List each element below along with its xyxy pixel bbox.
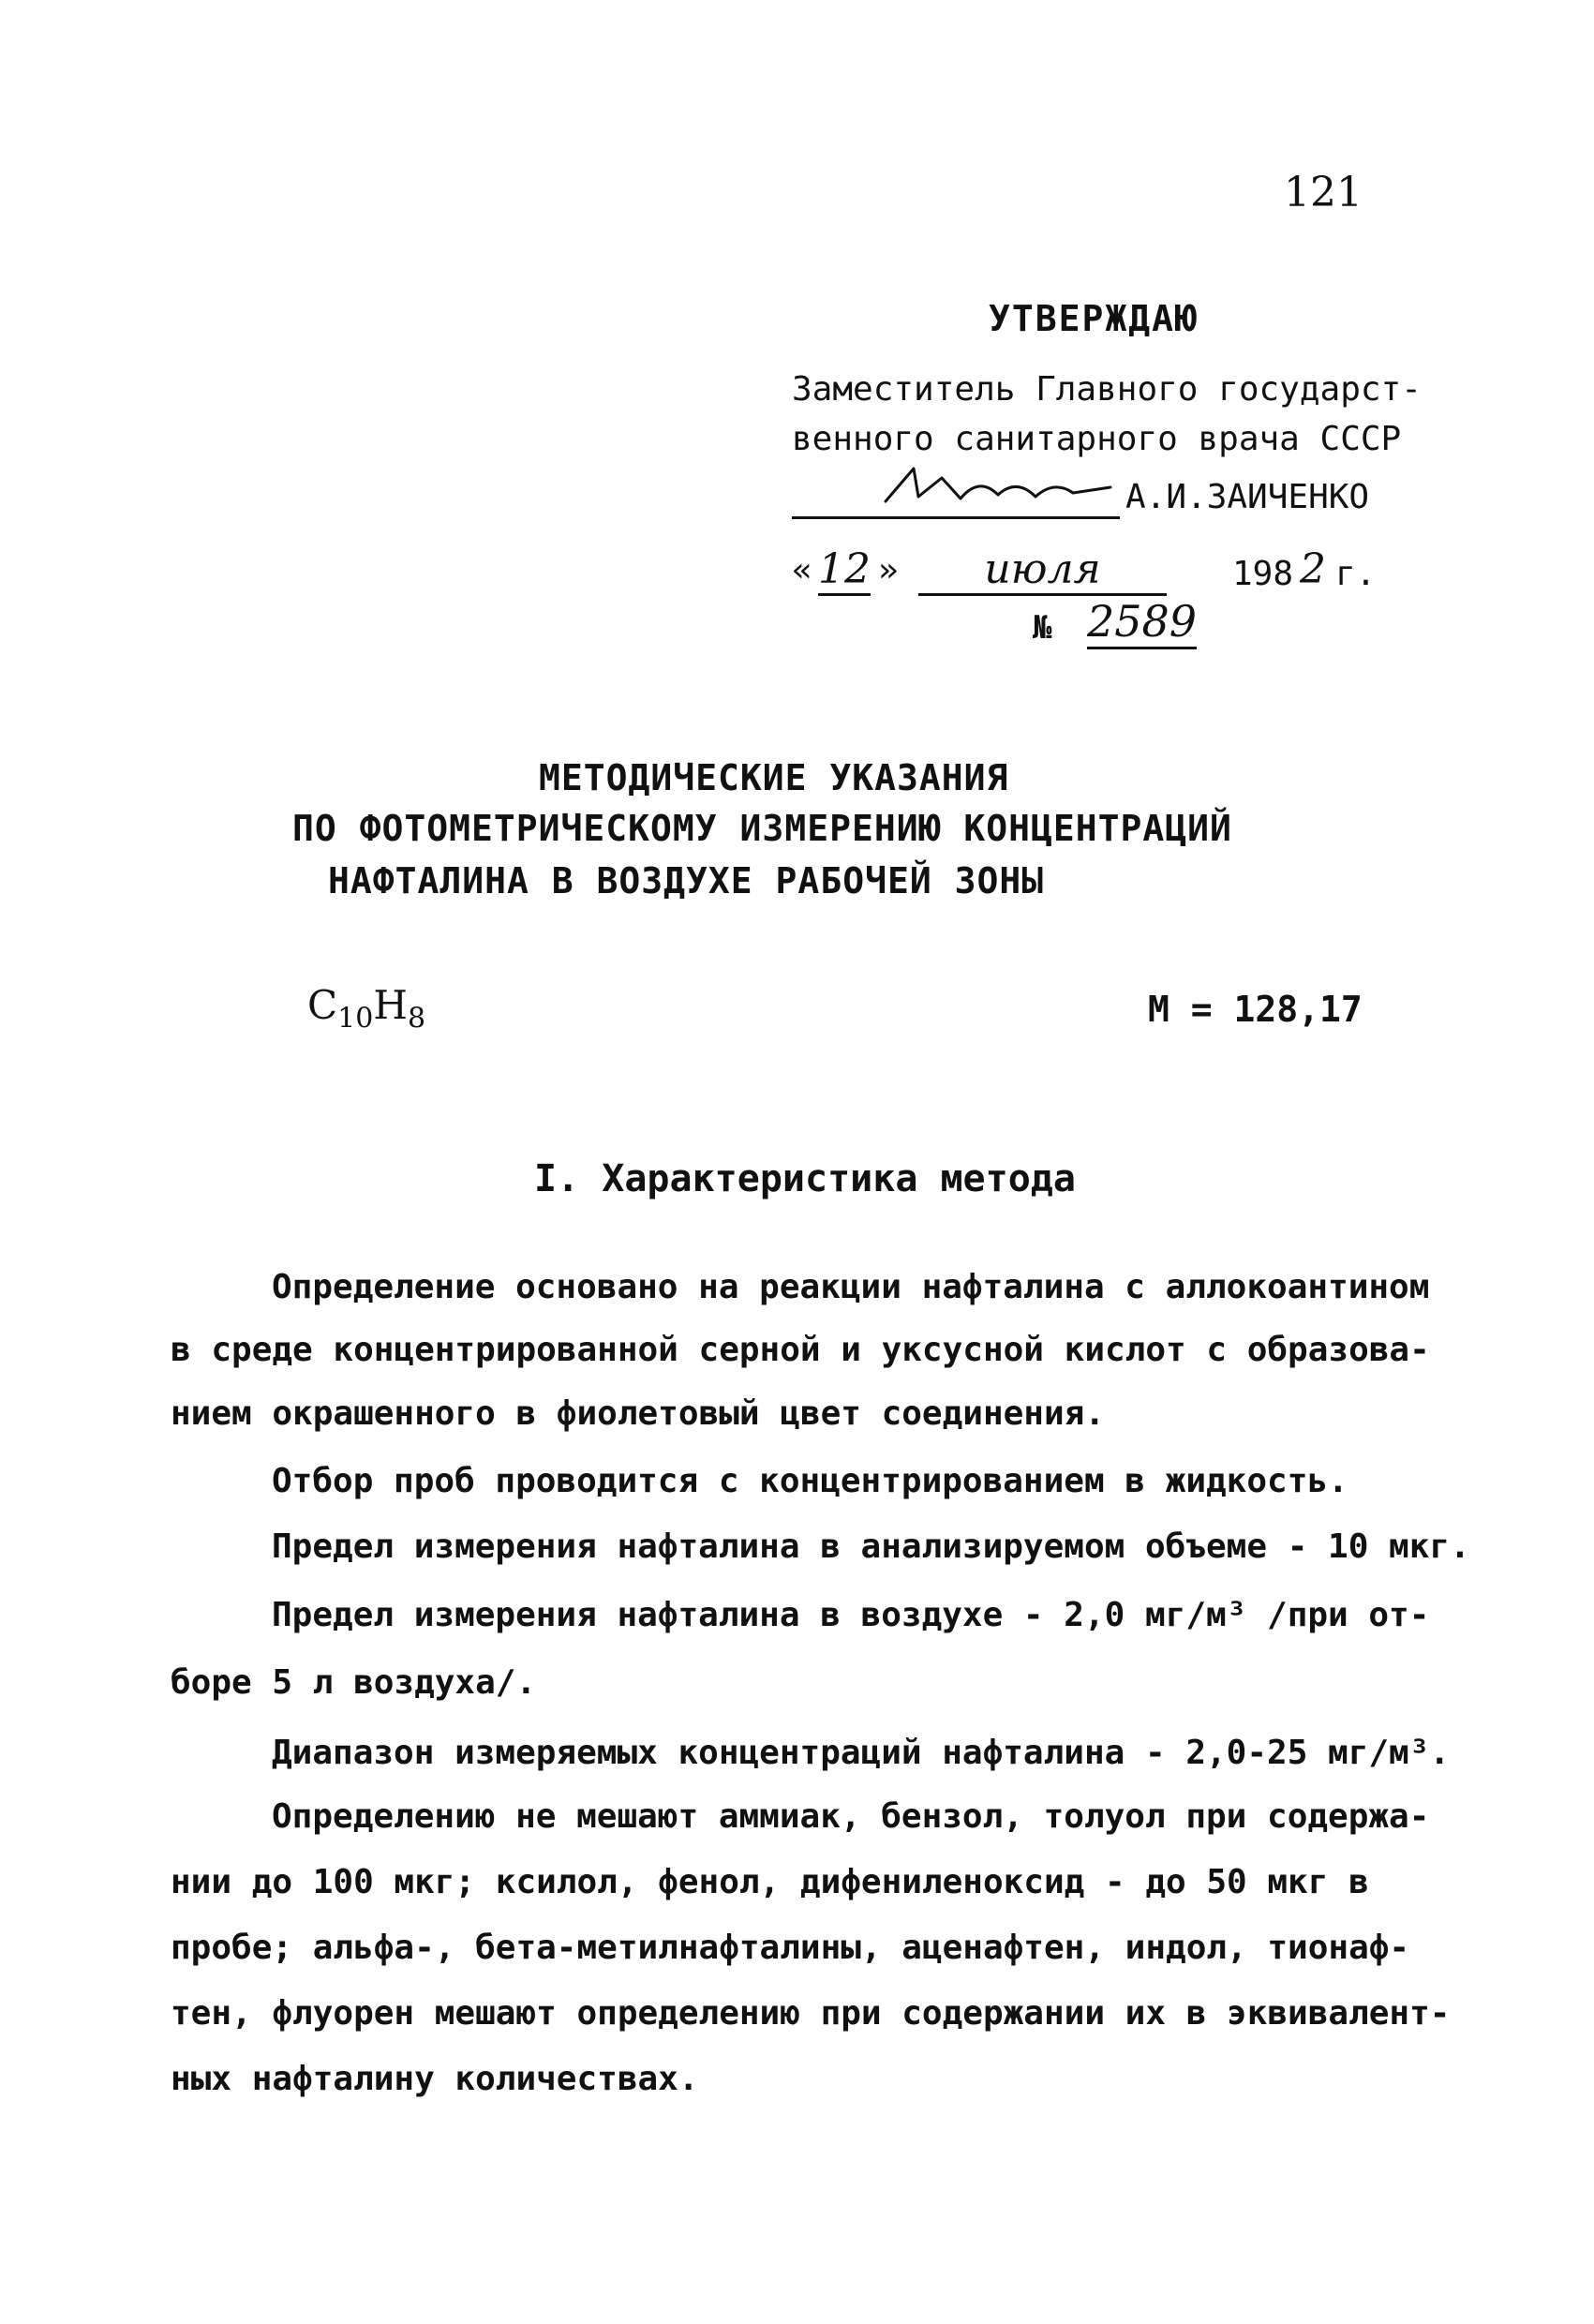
approval-line-position-cont: венного санитарного врача СССР xyxy=(792,420,1402,458)
body-line: Определению не мешают аммиак, бензол, толуол при содержа- xyxy=(272,1797,1430,1836)
doc-title-line-3: НАФТАЛИНА В ВОЗДУХЕ РАБОЧЕЙ ЗОНЫ xyxy=(328,860,1045,901)
body-line: Отбор проб проводится с концентрированием в жидкость. xyxy=(272,1462,1348,1500)
body-line: тен, флуорен мешают определению при содержании их в эквивалент- xyxy=(171,1994,1451,2033)
formula-carbon-count: 10 xyxy=(337,1002,374,1035)
approval-date xyxy=(792,545,1401,602)
signatory-name: А.И.ЗАИЧЕНКО xyxy=(1125,478,1370,516)
approval-title: УТВЕРЖДАЮ xyxy=(989,298,1199,339)
body-line: нии до 100 мкг; ксилол, фенол, дифениленоксид - до 50 мкг в xyxy=(171,1863,1369,1901)
date-open-quote: « xyxy=(792,551,812,589)
body-line: пробе; альфа-, бета-метилнафталины, аценафтен, индол, тионаф- xyxy=(171,1929,1410,1967)
formula-hydrogen: H xyxy=(373,982,408,1028)
body-line: Предел измерения нафталина в воздухе - 2,0 мг/м³ /при от- xyxy=(272,1596,1430,1634)
approval-line-position: Заместитель Главного государст- xyxy=(792,370,1422,409)
date-close-quote: » xyxy=(878,551,899,589)
date-month: июля xyxy=(918,545,1167,596)
body-line: Диапазон измеряемых концентраций нафталина - 2,0-25 мг/м³. xyxy=(272,1734,1451,1772)
date-day: 12 xyxy=(818,545,871,596)
section-heading: I. Характеристика метода xyxy=(534,1157,1076,1200)
formula-hydrogen-count: 8 xyxy=(407,1002,426,1035)
date-year-suffix: 2 xyxy=(1300,545,1326,593)
approval-number: 2589 xyxy=(1087,596,1197,649)
signature-underline xyxy=(792,516,1120,519)
chemical-formula xyxy=(307,982,425,1035)
date-year-prefix: 198 xyxy=(1232,555,1294,593)
handwritten-signature xyxy=(876,459,1120,515)
body-line: Предел измерения нафталина в анализируемом объеме - 10 мкг. xyxy=(272,1527,1470,1566)
page-number: 121 xyxy=(1284,169,1363,216)
date-year-unit: г. xyxy=(1335,555,1377,593)
body-line: в среде концентрированной серной и уксусной кислот с образова- xyxy=(171,1331,1430,1369)
signature-block xyxy=(792,469,1392,525)
body-line: нием окрашенного в фиолетовый цвет соединения. xyxy=(171,1394,1105,1433)
molar-mass: М = 128,17 xyxy=(1148,989,1363,1030)
approval-number-sign: № xyxy=(1033,609,1052,647)
formula-carbon: C xyxy=(307,982,338,1028)
body-line: ных нафталину количествах. xyxy=(171,2060,699,2098)
body-line: боре 5 л воздуха/. xyxy=(171,1663,537,1702)
doc-title-line-2: ПО ФОТОМЕТРИЧЕСКОМУ ИЗМЕРЕНИЮ КОНЦЕНТРАЦИЙ xyxy=(292,808,1232,849)
body-line: Определение основано на реакции нафталина с аллокоантином xyxy=(272,1268,1430,1306)
doc-title-line-1: МЕТОДИЧЕСКИЕ УКАЗАНИЯ xyxy=(539,757,1009,798)
